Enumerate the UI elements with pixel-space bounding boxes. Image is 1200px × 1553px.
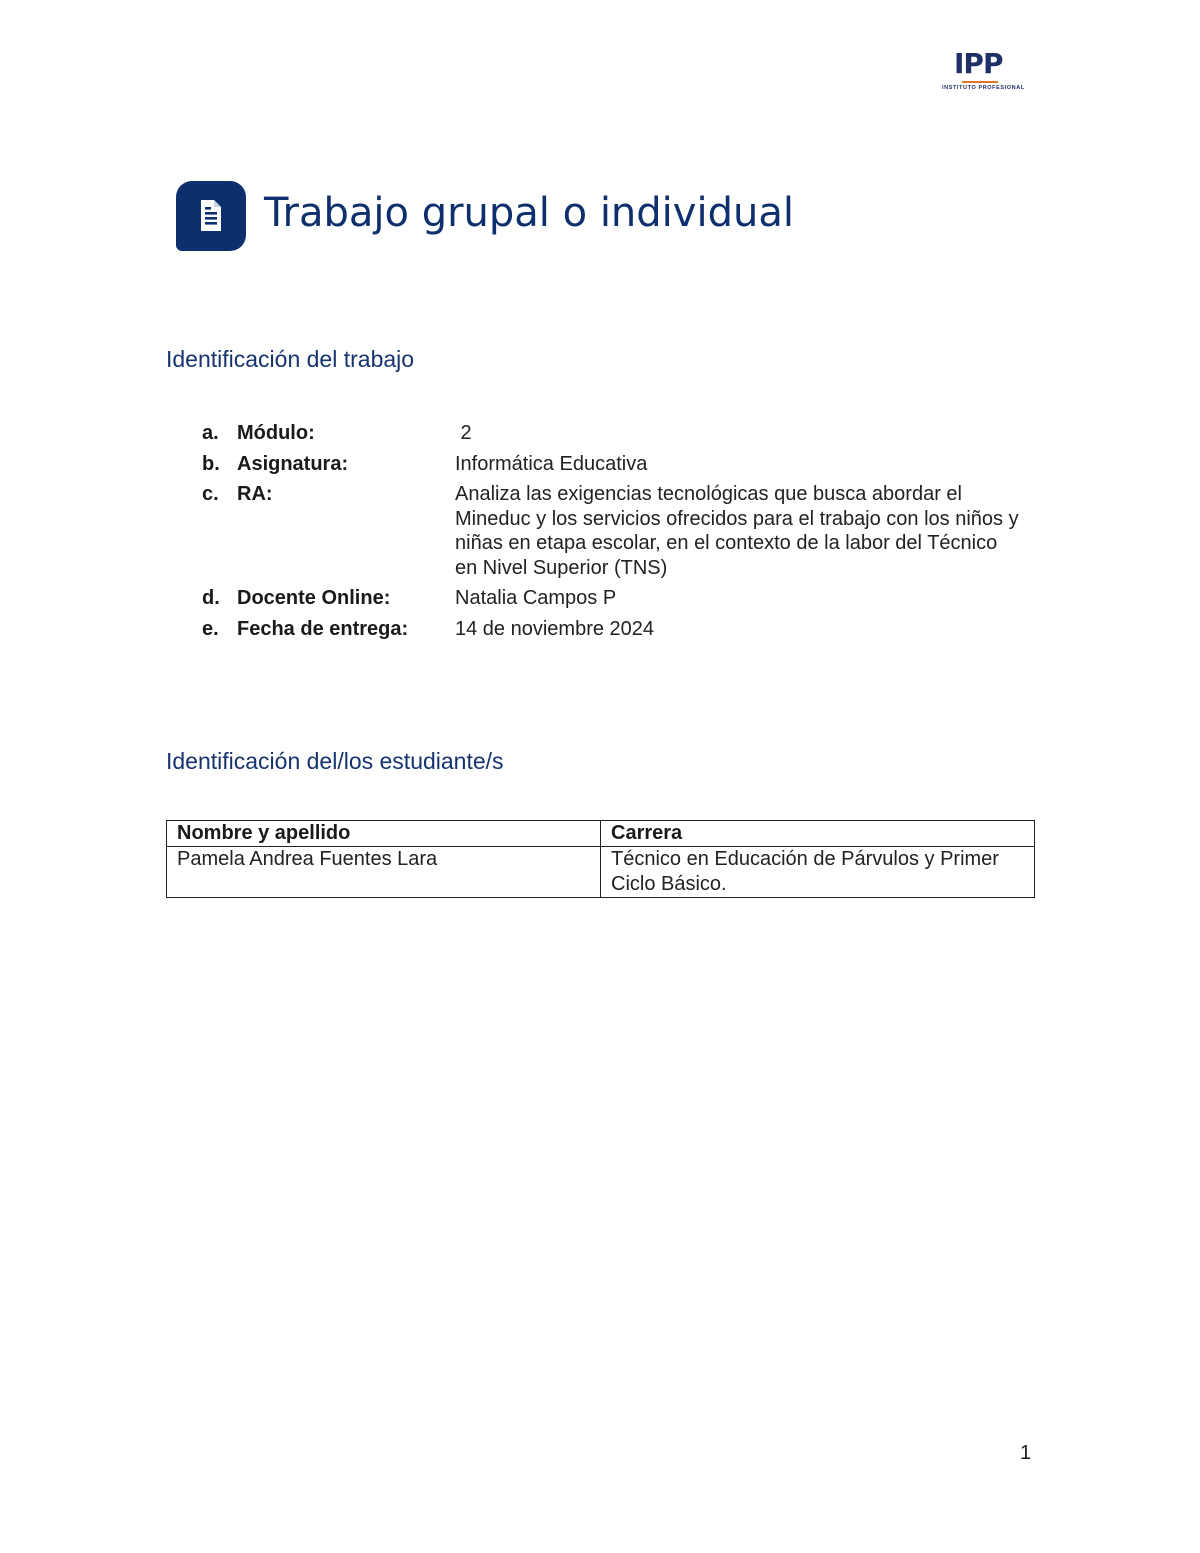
student-name-cell: Pamela Andrea Fuentes Lara xyxy=(167,847,601,898)
students-table xyxy=(166,820,1035,898)
detail-subject xyxy=(202,452,1022,477)
page-number: 1 xyxy=(1020,1442,1032,1464)
work-details-list xyxy=(202,421,1022,647)
logo-tagline: INSTITUTO PROFESIONAL xyxy=(942,85,1025,91)
detail-module xyxy=(202,421,1022,446)
student-career-cell: Técnico en Educación de Párvulos y Primer Ciclo Básico. xyxy=(601,847,1035,898)
detail-teacher xyxy=(202,586,1022,611)
detail-label: Fecha de entrega: xyxy=(237,617,409,640)
detail-letter: a. xyxy=(202,422,219,444)
ipp-logo xyxy=(940,47,1025,92)
work-section-heading: Identificación del trabajo xyxy=(166,346,415,372)
detail-label: RA: xyxy=(237,483,273,505)
detail-value: Natalia Campos P xyxy=(455,587,617,609)
table-header-row xyxy=(167,821,1035,847)
students-section-heading: Identificación del/los estudiante/s xyxy=(166,748,504,774)
detail-value: Analiza las exigencias tecnológicas que busca abordar el Mineduc y los servicios ofrecidos para el trabajo con los niños y niñas en etapa escolar, en el contexto de la labor del Técnico en Nivel Superior (TNS) xyxy=(455,483,1019,579)
detail-ra xyxy=(202,482,1022,580)
detail-label: Módulo: xyxy=(237,422,315,444)
detail-letter: b. xyxy=(202,452,220,475)
detail-due-date xyxy=(202,617,1022,642)
column-header-career: Carrera xyxy=(601,821,1035,847)
detail-letter: c. xyxy=(202,483,219,505)
detail-value: 14 de noviembre 2024 xyxy=(455,617,655,640)
document-icon xyxy=(176,181,246,251)
detail-label: Docente Online: xyxy=(237,587,391,609)
table-row xyxy=(167,847,1035,898)
page-title: Trabajo grupal o individual xyxy=(264,190,794,236)
detail-letter: d. xyxy=(202,587,220,609)
detail-value: Informática Educativa xyxy=(455,452,648,475)
column-header-name: Nombre y apellido xyxy=(167,821,601,847)
detail-label: Asignatura: xyxy=(237,452,349,475)
detail-value: 2 xyxy=(455,422,472,444)
logo-accent-bar xyxy=(962,81,998,83)
detail-letter: e. xyxy=(202,617,219,640)
logo-text: IPP xyxy=(954,47,1003,80)
